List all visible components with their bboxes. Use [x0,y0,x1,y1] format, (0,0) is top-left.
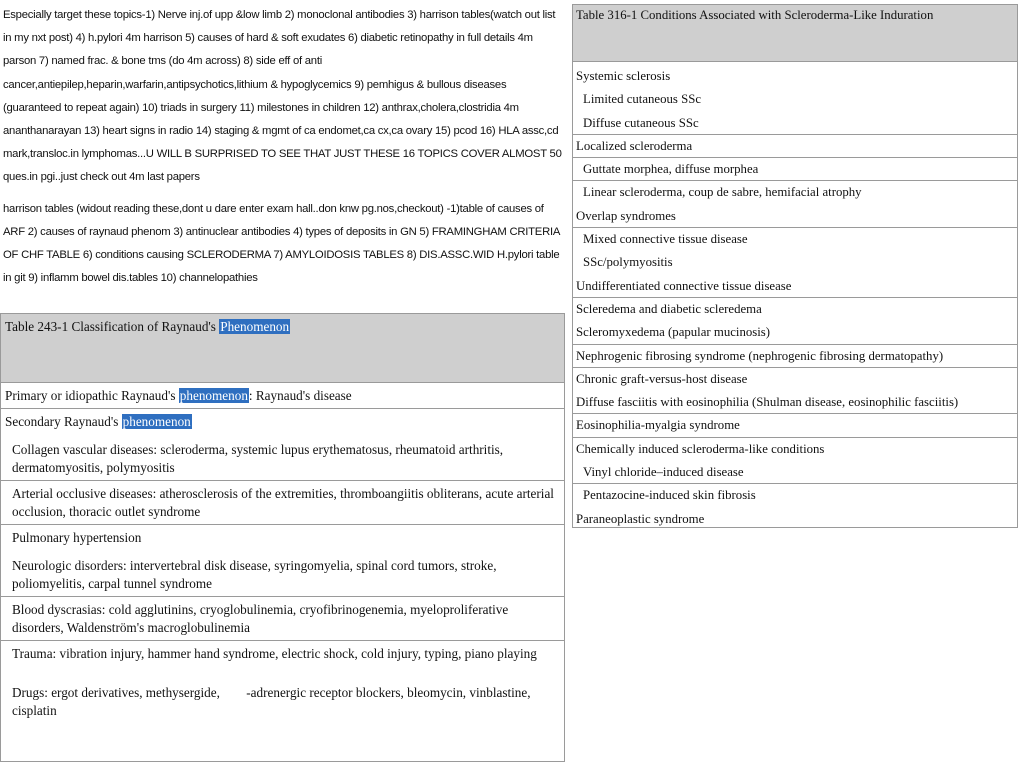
search-highlight: phenomenon [122,414,191,429]
table-row: Localized scleroderma [573,135,1017,158]
raynaud-table-title: Table 243-1 Classification of Raynaud's [5,319,220,334]
table-row: Overlap syndromes [573,205,1017,228]
primary-label: Primary or idiopathic Raynaud's [5,388,179,403]
study-notes [3,4,565,290]
scleroderma-table-header [573,5,1017,62]
secondary-heading [5,413,560,431]
table-row: SSc/polymyositis [583,255,673,270]
search-highlight: phenomenon [179,388,248,403]
scleroderma-table-title: Table 316-1 Conditions Associated with Scleroderma-Like Induration [576,8,934,22]
table-row: Mixed connective tissue disease [583,232,748,247]
scleroderma-table-body [573,62,1017,531]
table-row: Diffuse cutaneous SSc [573,112,1017,135]
raynaud-classification-table [0,313,565,762]
primary-suffix: : Raynaud's disease [248,388,352,403]
table-row: Undifferentiated connective tissue disease [573,275,1017,298]
table-row: Guttate morphea, diffuse morphea [573,158,1017,181]
table-row [1,409,564,481]
table-row: Eosinophilia-myalgia syndrome [573,414,1017,437]
table-row: Pentazocine-induced skin fibrosis [583,488,756,503]
notes-paragraph-topics: Especially target these topics-1) Nerve inj.of upp &low limb 2) monoclonal antibodies 3) harrison tables(watch out list in my nxt post) 4) h.pylori 4m harrison 5) causes of hard & soft exudates 6) diabetic retinopathy in full details 4m parson 7) named frac. & bone tms (do 4m across) 8) side eff of anti cancer,antiepilep,heparin,warfarin,antipsychotics,lithium & hypoglycemics 9) pemhigus & bullous diseases (guaranteed to repeat again) 10) triads in surgery 11) milestones in children 12) anthrax,cholera,clostridia 4m ananthanarayan 13) heart signs in radio 14) staging & mgmt of ca endomet,ca cx,ca ovary 15) pcod 16) HLA assc,cd mark,transloc.in lymphomas...U WILL B SURPRISED TO SEE THAT JUST THESE 16 TOPICS COVER ALMOST 50 ques.in pgi..just check out 4m last papers [3,9,562,184]
raynaud-table-header [1,314,564,383]
table-row: Scleredema and diabetic scleredema [576,301,762,316]
table-row: Limited cutaneous SSc [583,92,701,107]
neurologic-disorders-item: Neurologic disorders: intervertebral disk disease, syringomyelia, spinal cord tumors, stroke, poliomyelitis, carpal tunnel syndrome [12,558,497,591]
table-row: Systemic sclerosis [576,69,671,83]
table-row [1,641,564,723]
secondary-label: Secondary Raynaud's [5,414,122,429]
table-row [1,525,564,597]
blood-dyscrasias-item: Blood dyscrasias: cold agglutinins, cryoglobulinemia, cryofibrinogenemia, myeloproliferative disorders, Waldenström's macroglobulinemia [12,602,509,635]
drugs-item: Drugs: ergot derivatives, methysergide, -adrenergic receptor blockers, bleomycin, vinblastine, cisplatin [12,685,534,718]
table-row [1,597,564,641]
trauma-item: Trauma: vibration injury, hammer hand syndrome, electric shock, cold injury, typing, piano playing [12,646,537,661]
table-row: Scleromyxedema (papular mucinosis) [573,321,1017,344]
table-row: Nephrogenic fibrosing syndrome (nephrogenic fibrosing dermatopathy) [573,345,1017,368]
table-row: Paraneoplastic syndrome [576,511,705,526]
collagen-vascular-item: Collagen vascular diseases: scleroderma, systemic lupus erythematosus, rheumatoid arthritis, dermatomyositis, polymyositis [12,442,504,475]
arterial-occlusive-item: Arterial occlusive diseases: atherosclerosis of the extremities, thromboangiitis obliterans, acute arterial occlusion, thoracic outlet syndrome [12,486,554,519]
table-row [1,481,564,525]
table-row: Chemically induced scleroderma-like conditions [576,441,825,456]
notes-paragraph-harrison-tables: harrison tables (widout reading these,dont u dare enter exam hall..don knw pg.nos,checkout) -1)table of causes of ARF 2) causes of raynaud phenom 3) antinuclear antibodies 4) types of deposits in GN 5) FRAMINGHAM CRITERIA OF CHF TABLE 6) conditions causing SCLERODERMA 7) AMYLOIDOSIS TABLES 8) DIS.ASSC.WID H.pylori table in git 9) inflamm bowel dis.tables 10) channelopathies [3,202,560,285]
table-row: Diffuse fasciitis with eosinophilia (Shulman disease, eosinophilic fasciitis) [573,391,1017,414]
table-row [1,383,564,409]
pulmonary-hypertension-item: Pulmonary hypertension [12,530,142,545]
table-row: Vinyl chloride–induced disease [573,461,1017,484]
table-row: Linear scleroderma, coup de sabre, hemifacial atrophy [583,185,862,200]
table-row: Chronic graft-versus-host disease [576,371,748,386]
search-highlight: Phenomenon [220,319,290,334]
scleroderma-conditions-table [572,4,1018,528]
